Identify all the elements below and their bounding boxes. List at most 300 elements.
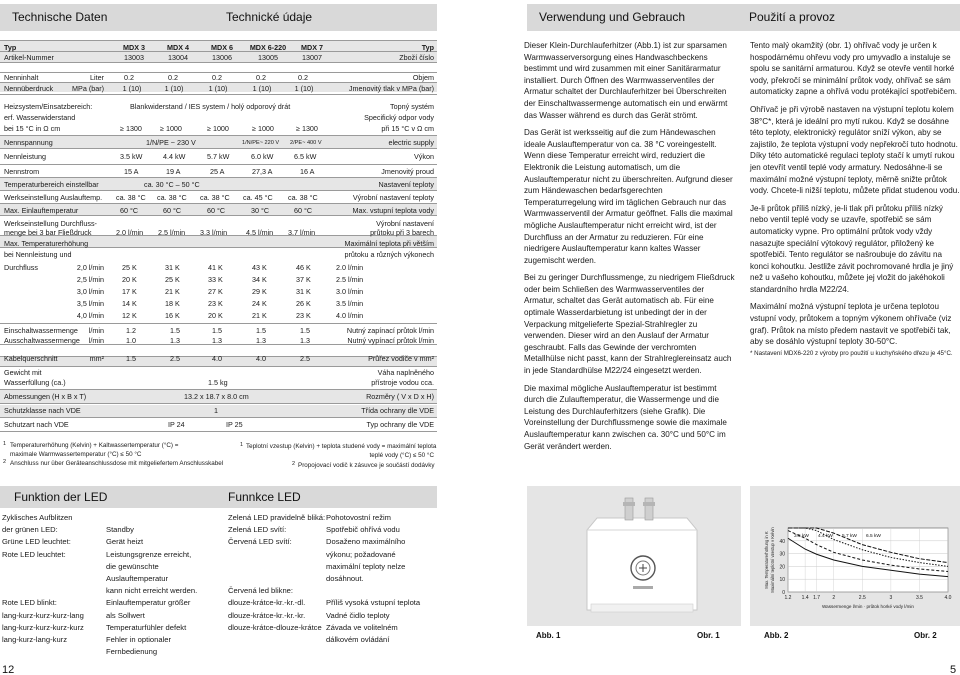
table-cell: 25 K: [165, 275, 180, 284]
led-row: [228, 585, 438, 597]
led-condition: Rote LED blinkt:: [2, 598, 57, 608]
header-verwendung: [527, 4, 741, 31]
table-cell: ca. 30 °C – 50 °C: [144, 180, 200, 189]
footnote: teplé vody (°C) ≤ 50 °C: [369, 452, 434, 459]
table-cell: 20 K: [122, 275, 137, 284]
table-cell: 1.3: [212, 336, 222, 345]
paragraph: Maximální možná výstupní teplota je určena teplotou vstupní vody, průtokem a topným výkonem ohřívače (viz graf). Průtok na místo předem nastavit ve spotřebiči tak, aby se dosáhlo výstupní teploty 30-50°C.: [750, 302, 952, 347]
table-cell: Výkon: [414, 152, 434, 161]
legend-label: 4.4 kW: [818, 534, 833, 539]
led-row: [2, 549, 217, 561]
led-row: [228, 536, 438, 548]
table-cell: 1.0: [126, 336, 136, 345]
table-cell: ≥ 1300: [120, 124, 142, 133]
table-cell: 12 K: [122, 311, 137, 320]
y-tick-label: 20: [779, 564, 785, 571]
led-row: [228, 610, 438, 622]
led-meaning: Standby: [106, 525, 134, 535]
led-meaning: dosáhnout.: [326, 574, 364, 584]
y-tick-label: 40: [779, 538, 785, 545]
table-cell: ≥ 1000: [207, 124, 229, 133]
divider: [0, 366, 437, 367]
table-cell: Werkseinstellung Durchfluss-: [4, 219, 97, 228]
table-cell: 0.2: [212, 73, 222, 82]
divider: [0, 94, 437, 95]
table-cell: MDX 7: [301, 43, 323, 52]
paragraph: Tento malý okamžitý (obr. 1) ohřívač vody je určen k hospodárnému ohřevu vody pro umyvadlo a instaluje se spolu se sanitární armaturou. Když se otevře ventil horké vody, překročí se minimální průtok vody, ohřívač se sám automaticky zapne a ohřívá vodu protékající spotřebičem.: [750, 41, 957, 97]
table-cell: 34 K: [252, 275, 267, 284]
paragraph: Die maximal mögliche Auslauftemperatur ist bestimmt durch die Zulauftemperatur, die Wassermenge und die Leistung des Durchlauferhitzers (siehe Grafik). Die Voreinstellung der Durchflussmenge sowie die maximale Auslauftemperatur kann zwischen ca. 30°C und 50°C im Gerät verändert werden.: [524, 383, 727, 451]
table-cell: Nastavení teploty: [378, 180, 434, 189]
table-cell: bei Nennleistung und: [4, 250, 72, 259]
x-axis-label: Wassermenge l/min · průtok horké vody l/min: [822, 604, 914, 609]
table-cell: 13.2 x 18.7 x 8.0 cm: [184, 392, 249, 401]
x-tick-label: 1.7: [813, 595, 821, 601]
paragraph: Das Gerät ist werksseitig auf die zum Händewaschen ideale Auslauftemperatur von ca. 38 °C voreingestellt. Wenn diese Temperatur erreicht wird, reduziert die Elektronik die Leistung automatisch, um die Auslauftemperatur nicht zu überschreiten. Aufgrund dieser zum Händewaschen bedarfsgerechten Temperaturregelung wird im täglichen Gebrauch nur das Warmwasserventil der Armatur geöffnet. Falls die maximal mögliche Auslauftemperatur nicht erreicht wird, ist der Durchfluss an der Armatur zu reduzieren. Für eine niedrigere Auslauftemperatur kann kaltes Wasser zugemischt werden.: [524, 128, 733, 265]
led-condition: [2, 646, 106, 658]
led-condition: lang-kurz-lang-kurz: [2, 635, 67, 645]
table-cell: Jmenovitý tlak v MPa (bar): [348, 84, 434, 93]
header-text: Funnkce LED: [228, 490, 301, 504]
footnote-marker: 1: [3, 441, 7, 447]
table-cell: 13006: [212, 53, 232, 62]
table-cell: electric supply: [388, 138, 434, 147]
tech-table: [0, 40, 437, 460]
table-cell: 0.2: [256, 73, 266, 82]
table-cell: 30 °C: [251, 206, 270, 215]
page-number-right: 5: [950, 664, 957, 675]
led-meaning: als Sollwert: [106, 610, 145, 620]
table-cell: Topný systém: [390, 102, 434, 111]
table-cell: 60 °C: [163, 206, 182, 215]
table-cell: 21 K: [165, 287, 180, 296]
led-condition: Zyklisches Aufblitzen: [2, 513, 73, 522]
table-cell: 4.0 l/min: [336, 311, 364, 320]
table-cell: 1.5 kg: [208, 378, 228, 387]
table-cell: 13005: [258, 53, 278, 62]
divider: [0, 389, 437, 390]
table-cell: průtoku a různých výkonech: [344, 250, 434, 259]
table-cell: bei 15 °C in Ω cm: [4, 124, 61, 133]
footnote-marker: 1: [240, 442, 244, 448]
x-tick-label: 3.5: [915, 595, 923, 601]
x-tick-label: 1.2: [784, 595, 792, 601]
usage-text-de: [524, 40, 736, 458]
divider: [0, 62, 437, 63]
paragraph: Ohřívač je při výrobě nastaven na výstupní teplotu kolem 38°C*, která je ideální pro mytí rukou. Když se dosáhne této teploty, elektronický regulátor sníží výkon, aby se zajistilo, že teplota výstupní vody nepřekročí tuto hodnotu. Díky této automatické regulaci teploty stačí k umytí rukou jen otevřít ventil teplé vody armatury. Nedosáhne-li se maximální možné výstupní teploty, měrně snižte průtok vody. Chcete-li nižší teplotu, můžete přidat studenou vodu.: [750, 104, 960, 196]
table-cell: 1 (10): [122, 84, 142, 93]
divider: [0, 40, 437, 41]
table-cell: Schutzklasse nach VDE: [4, 406, 81, 415]
led-condition: [2, 573, 106, 585]
table-cell: Einschaltwassermenge: [4, 326, 78, 335]
led-condition: dlouze-krátce-kr.-kr.-kr.: [228, 610, 306, 620]
table-cell: 1 (10): [164, 84, 184, 93]
table-cell: 2.0 l/min: [116, 228, 144, 237]
table-cell: 1/N/PE ~ 230 V: [146, 138, 196, 147]
table-cell: 16 A: [300, 167, 315, 176]
paragraph: Je-li průtok příliš nízký, je-li tlak při průtoku příliš nízký nebo ventil teplé vody se uzavře, spotřebič se sám automaticky vypne. Pro optimální průtok vody vždy nasazujte speciální výtokový regulátor, přiložený ke spotřebiči. Tento regulátor se našroubuje do závitu na konci kohoutku. Jestliže závit pochromované hrdla je jiný než u vašeho kohoutku, můžete jej vložit do jakéhokoli standardního hrdla M22/24.: [750, 203, 954, 294]
footnote-marker: 2: [3, 459, 7, 465]
table-cell: ≥ 1300: [296, 124, 318, 133]
led-condition: Zelená LED svítí:: [228, 525, 287, 535]
table-cell: Max. Einlauftemperatur: [4, 206, 79, 215]
table-cell: 4.0: [256, 354, 266, 363]
table-cell: 23 K: [208, 299, 223, 308]
table-cell: 2,5 l/min: [76, 275, 104, 284]
table-cell: 26 K: [296, 299, 311, 308]
table-cell: 13004: [168, 53, 188, 62]
table-cell: 15 A: [124, 167, 139, 176]
footnote: Temperaturerhöhung (Kelvin) + Kaltwassertemperatur (°C) =: [10, 442, 179, 449]
led-row: [2, 561, 217, 573]
table-cell: 3.3 l/min: [200, 228, 228, 237]
brand-strip: [633, 586, 653, 589]
table-cell: Nennleistung: [4, 152, 46, 161]
divider: [0, 190, 437, 191]
table-cell: 1.5: [212, 326, 222, 335]
led-condition: lang-kurz-kurz-kurz-lang: [2, 610, 84, 620]
table-cell: Třída ochrany dle VDE: [361, 406, 434, 415]
table-cell: Nutný vypínací průtok l/min: [347, 336, 434, 345]
led-row: [228, 549, 438, 561]
table-cell: 3.0 l/min: [336, 287, 364, 296]
led-row: [2, 610, 217, 622]
led-row: [2, 536, 217, 548]
table-cell: 19 A: [166, 167, 181, 176]
led-meaning: Einlauftemperatur größer: [106, 598, 191, 608]
table-cell: přístroje vodou cca.: [371, 378, 434, 387]
table-cell: 1.5: [300, 326, 310, 335]
table-cell: 13007: [302, 53, 322, 62]
table-cell: Specifický odpor vody: [364, 113, 434, 122]
table-cell: IP 25: [226, 420, 243, 429]
led-condition: Zelená LED pravidelně bliká:: [228, 513, 326, 522]
table-cell: 2.0 l/min: [336, 263, 364, 272]
divider: [0, 148, 437, 149]
header-text: Funktion der LED: [14, 490, 108, 504]
table-cell: Váha naplněného: [377, 368, 434, 377]
led-row: [2, 585, 217, 597]
table-cell: MDX 4: [167, 43, 189, 52]
figure-label: Abb. 1: [536, 631, 561, 640]
led-meaning: Pohotovostní režim: [326, 513, 391, 522]
table-cell: 25 A: [210, 167, 225, 176]
led-list-cz: [228, 512, 438, 646]
table-cell: Rozměry ( V x D x H): [366, 392, 434, 401]
header-text: Verwendung und Gebrauch: [539, 10, 686, 24]
table-cell: 1.5: [256, 326, 266, 335]
led-row: [2, 646, 217, 658]
table-cell: 3.5 kW: [120, 152, 143, 161]
divider: [0, 215, 437, 216]
figure-label: Obr. 1: [697, 631, 720, 640]
led-meaning: výkonu; požadované: [326, 549, 396, 559]
led-row: [228, 573, 438, 585]
led-meaning: Vadné čidlo teploty: [326, 610, 390, 620]
divider: [0, 323, 437, 324]
table-cell: Gewicht mit: [4, 368, 42, 377]
led-condition: Rote LED leuchtet:: [2, 549, 66, 559]
y-tick-label: 30: [779, 551, 785, 558]
table-cell: Max. vstupní teplota vody: [352, 206, 434, 215]
table-cell: Wasserfüllung (ca.): [4, 378, 66, 387]
footnote: Anschluss nur über Geräteanschlussdose mit mitgeliefertem Anschlusskabel: [10, 460, 224, 467]
usage-text-cz: [750, 40, 960, 358]
table-cell: 23 K: [296, 311, 311, 320]
legend-label: 3.5 kW: [794, 534, 809, 539]
led-condition: dlouze-krátce-kr.-kr.-dl.: [228, 598, 306, 608]
table-cell: Průřez vodiče v mm²: [368, 354, 434, 363]
table-cell: 16 K: [165, 311, 180, 320]
table-cell: Durchfluss: [4, 263, 38, 272]
divider: [0, 417, 437, 418]
table-cell: 43 K: [252, 263, 267, 272]
led-condition: [2, 561, 106, 573]
footnote: Propojovací vodič k zásuvce je součástí dodávky: [298, 462, 435, 469]
divider: [0, 82, 437, 83]
table-cell: Objem: [412, 73, 434, 82]
table-cell: Schutzart nach VDE: [4, 420, 69, 429]
paragraph: Bei zu geringer Durchflussmenge, zu niedrigem Fließdruck oder beim Schließen des Warmwasserventiles der Armatur, schaltet das Gerät automatisch ab. Für eine optimale Wasserdarbietung ist unbedingt der in der Verpackung mitgelieferte Spezial-Strahlregler zu verwenden. Dieser wird an den Auslauf der Armatur geschraubt. Falls das Gewinde der verchromten Metallhülse nicht passt, kann der Strahlreglereinsatz auch in jede Standardhülse M22/24 eingesetzt werden.: [524, 273, 735, 376]
table-cell: Maximální teplota při větším: [344, 239, 434, 248]
table-cell: 0.2: [124, 73, 134, 82]
header-funktion-led: [0, 486, 220, 508]
table-cell: 1.3: [256, 336, 266, 345]
table-cell: ca. 45 °C: [243, 193, 273, 202]
table-cell: MDX 6-220: [249, 43, 287, 52]
footnote: maximale Warmwassertemperatur (°C) ≤ 50 °C: [10, 451, 142, 458]
note: * Nastavení MDX6-220 z výroby pro použití u kuchyňského dřezu je 45°C.: [750, 349, 953, 357]
table-cell: Nennstrom: [4, 167, 40, 176]
led-meaning: Gerät heizt: [106, 537, 144, 547]
led-meaning: Dosaženo maximálního: [326, 537, 406, 547]
table-cell: 21 K: [252, 311, 267, 320]
x-tick-label: 3: [889, 595, 893, 601]
y-tick-label: 0: [782, 590, 785, 596]
legend-label: 5.7 kW: [842, 534, 857, 539]
table-cell: Nutný zapínací průtok l/min: [346, 326, 434, 335]
table-cell: 37 K: [296, 275, 311, 284]
footnote: Teplotní vzestup (Kelvin) + teplota studené vody = maximální teplota: [246, 443, 437, 450]
header-pouziti: [741, 4, 960, 31]
table-cell: l/min: [88, 326, 104, 335]
header-text: Technische Daten: [12, 10, 108, 24]
figure-device: [527, 486, 741, 626]
led-meaning: maximální teploty nelze: [326, 561, 406, 571]
table-cell: Nennspannung: [4, 138, 53, 147]
led-condition: Červená LED svítí:: [228, 537, 292, 547]
table-cell: Heizsystem/Einsatzbereich:: [4, 102, 93, 111]
header-text: Použití a provoz: [749, 10, 836, 24]
led-condition: der grünen LED:: [2, 525, 58, 535]
table-cell: IP 24: [168, 420, 185, 429]
device-illustration: [527, 486, 741, 626]
led-meaning: Leistungsgrenze erreicht,: [106, 549, 192, 559]
led-condition: [2, 585, 106, 597]
led-condition: [228, 634, 326, 646]
paragraph: Dieser Klein-Durchlauferhitzer (Abb.1) ist zur sparsamen Warmwasserversorgung eines Handwaschbeckens bestimmt und wird zusammen mit einer Sanitärarmatur installiert. Durch Öffnen des Warmwasserventiles der Armatur schaltet der Durchlauferhitzer bei Überschreiten der Einschaltwassermenge automatisch ein und erwärmt das Wasser während es durch das Gerät strömt.: [524, 41, 728, 120]
table-cell: 31 K: [165, 263, 180, 272]
y-tick-label: 10: [779, 577, 785, 584]
table-cell: Typ: [4, 43, 17, 52]
table-cell: 2.5 l/min: [158, 228, 186, 237]
table-cell: 27,3 A: [252, 167, 273, 176]
led-meaning: Závada ve volitelném: [326, 622, 398, 632]
table-cell: 3,0 l/min: [76, 287, 104, 296]
table-cell: ≥ 1000: [160, 124, 182, 133]
divider: [0, 203, 437, 204]
table-cell: 3.5 l/min: [336, 299, 364, 308]
table-cell: 1 (10): [252, 84, 272, 93]
led-condition: Červená led bliknе:: [228, 586, 294, 596]
table-cell: Typ: [421, 43, 434, 52]
table-cell: 3,5 l/min: [76, 299, 104, 308]
table-cell: MDX 3: [123, 43, 145, 52]
table-cell: 1 (10): [208, 84, 228, 93]
figure-label: Abb. 2: [764, 631, 789, 640]
table-cell: ca. 38 °C: [200, 193, 230, 202]
table-cell: 1.3: [300, 336, 310, 345]
page-number-left: 12: [2, 664, 15, 675]
table-cell: 4.4 kW: [163, 152, 186, 161]
header-funkce-led: [220, 486, 437, 508]
led-meaning: Příliš vysoká vstupní teplota: [326, 598, 421, 608]
table-cell: ca. 38 °C: [288, 193, 318, 202]
table-cell: 17 K: [122, 287, 137, 296]
led-meaning: dálkovém ovládání: [326, 635, 390, 645]
table-cell: Výrobní nastavení teploty: [352, 193, 434, 202]
table-cell: 24 K: [252, 299, 267, 308]
table-cell: Zboží číslo: [399, 53, 434, 62]
led-meaning: Temperaturfühler defekt: [106, 622, 187, 632]
table-cell: 60 °C: [294, 206, 313, 215]
led-condition: Grüne LED leuchtet:: [2, 537, 71, 547]
footnote-marker: 2: [292, 461, 296, 467]
table-cell: 2.5: [170, 354, 180, 363]
led-row: [228, 524, 438, 536]
table-cell: 20 K: [208, 311, 223, 320]
divider: [0, 164, 437, 165]
table-cell: Jmenovitý proud: [381, 167, 434, 176]
table-cell: 18 K: [165, 299, 180, 308]
table-cell: Nennüberdruck: [4, 84, 54, 93]
table-cell: Liter: [90, 73, 104, 82]
x-tick-label: 2.5: [858, 595, 866, 601]
led-row: [228, 561, 438, 573]
led-meaning: Spotřebič ohřívá vodu: [326, 525, 400, 535]
table-cell: 33 K: [208, 275, 223, 284]
led-row: [228, 634, 438, 646]
led-condition: [228, 561, 326, 573]
y-axis-label: Max. Temperaturerhöhung in K: [764, 531, 769, 589]
table-cell: Kabelquerschnitt: [4, 354, 58, 363]
table-cell: 2/PE~ 400 V: [290, 140, 322, 146]
table-cell: 6.5 kW: [294, 152, 317, 161]
table-cell: 4.0: [212, 354, 222, 363]
table-cell: 1.5: [126, 354, 136, 363]
table-cell: Max. Temperaturerhöhung: [4, 239, 89, 248]
led-condition: [228, 573, 326, 585]
table-cell: Blankwiderstand / IES system / holý odporový drát: [130, 102, 291, 111]
led-meaning: Fernbedienung: [106, 647, 158, 657]
led-row: [2, 622, 217, 634]
legend-label: 6.5 kW: [866, 534, 881, 539]
table-cell: 4,0 l/min: [76, 311, 104, 320]
divider: [0, 403, 437, 404]
table-cell: 5.7 kW: [207, 152, 230, 161]
table-cell: mm²: [89, 354, 104, 363]
table-cell: 1.3: [170, 336, 180, 345]
table-cell: Werkseinstellung Auslauftemp.: [4, 193, 103, 202]
table-cell: 0.2: [298, 73, 308, 82]
x-tick-label: 4.0: [944, 595, 952, 601]
table-cell: 13003: [124, 53, 144, 62]
table-cell: 1 (10): [294, 84, 314, 93]
table-cell: 46 K: [296, 263, 311, 272]
table-cell: Nenninhalt: [4, 73, 39, 82]
table-cell: Artikel-Nummer: [4, 53, 54, 62]
table-cell: 1/N/PE~ 220 V: [242, 140, 280, 146]
table-cell: 1: [214, 406, 218, 415]
led-row: [2, 512, 217, 524]
y-axis-label: Maximální teplotní vzestup v Kelvin: [770, 527, 775, 593]
x-tick-label: 1.4: [801, 595, 809, 601]
table-cell: průtoku při 3 barech: [370, 228, 434, 237]
table-cell: 4.5 l/min: [246, 228, 274, 237]
header-technicke-udaje: [214, 4, 437, 31]
logo-badge: [631, 556, 655, 580]
table-cell: Výrobní nastavení: [376, 219, 434, 228]
table-cell: 60 °C: [207, 206, 226, 215]
led-meaning: Auslauftemperatur: [106, 574, 169, 584]
led-condition: lang-kurz-kurz-kurz-kurz: [2, 622, 84, 632]
table-cell: 2.5 l/min: [336, 275, 364, 284]
header-text: Technické údaje: [226, 10, 313, 24]
led-row: [228, 622, 438, 634]
x-tick-label: 2: [832, 595, 836, 601]
table-cell: 25 K: [122, 263, 137, 272]
led-meaning: Fehler in optionaler: [106, 635, 172, 645]
table-cell: 41 K: [208, 263, 223, 272]
table-cell: ca. 38 °C: [157, 193, 187, 202]
table-cell: 31 K: [296, 287, 311, 296]
pipe-fittings: [623, 498, 655, 520]
led-condition: [228, 549, 326, 561]
led-row: [2, 573, 217, 585]
table-cell: při 15 °C v Ω cm: [381, 124, 434, 133]
table-cell: 6.0 kW: [251, 152, 274, 161]
header-technische-daten: [0, 4, 220, 31]
table-cell: 14 K: [122, 299, 137, 308]
divider: [0, 431, 437, 432]
table-cell: Ausschaltwassermenge: [4, 336, 80, 345]
divider: [0, 177, 437, 178]
table-cell: Abmessungen (H x B x T): [4, 392, 87, 401]
led-meaning: kann nicht erreicht werden.: [106, 586, 198, 596]
table-cell: 29 K: [252, 287, 267, 296]
led-meaning: die gewünschte: [106, 561, 159, 571]
table-cell: 60 °C: [120, 206, 139, 215]
table-cell: Typ ochrany dle VDE: [366, 420, 434, 429]
table-cell: erf. Wasserwiderstand: [4, 113, 76, 122]
table-cell: 1.2: [126, 326, 136, 335]
table-cell: menge bei 3 bar Fließdruck: [4, 228, 92, 237]
led-row: [228, 512, 438, 524]
table-cell: 0.2: [168, 73, 178, 82]
table-cell: ≥ 1000: [252, 124, 274, 133]
table-cell: 2,0 l/min: [76, 263, 104, 272]
